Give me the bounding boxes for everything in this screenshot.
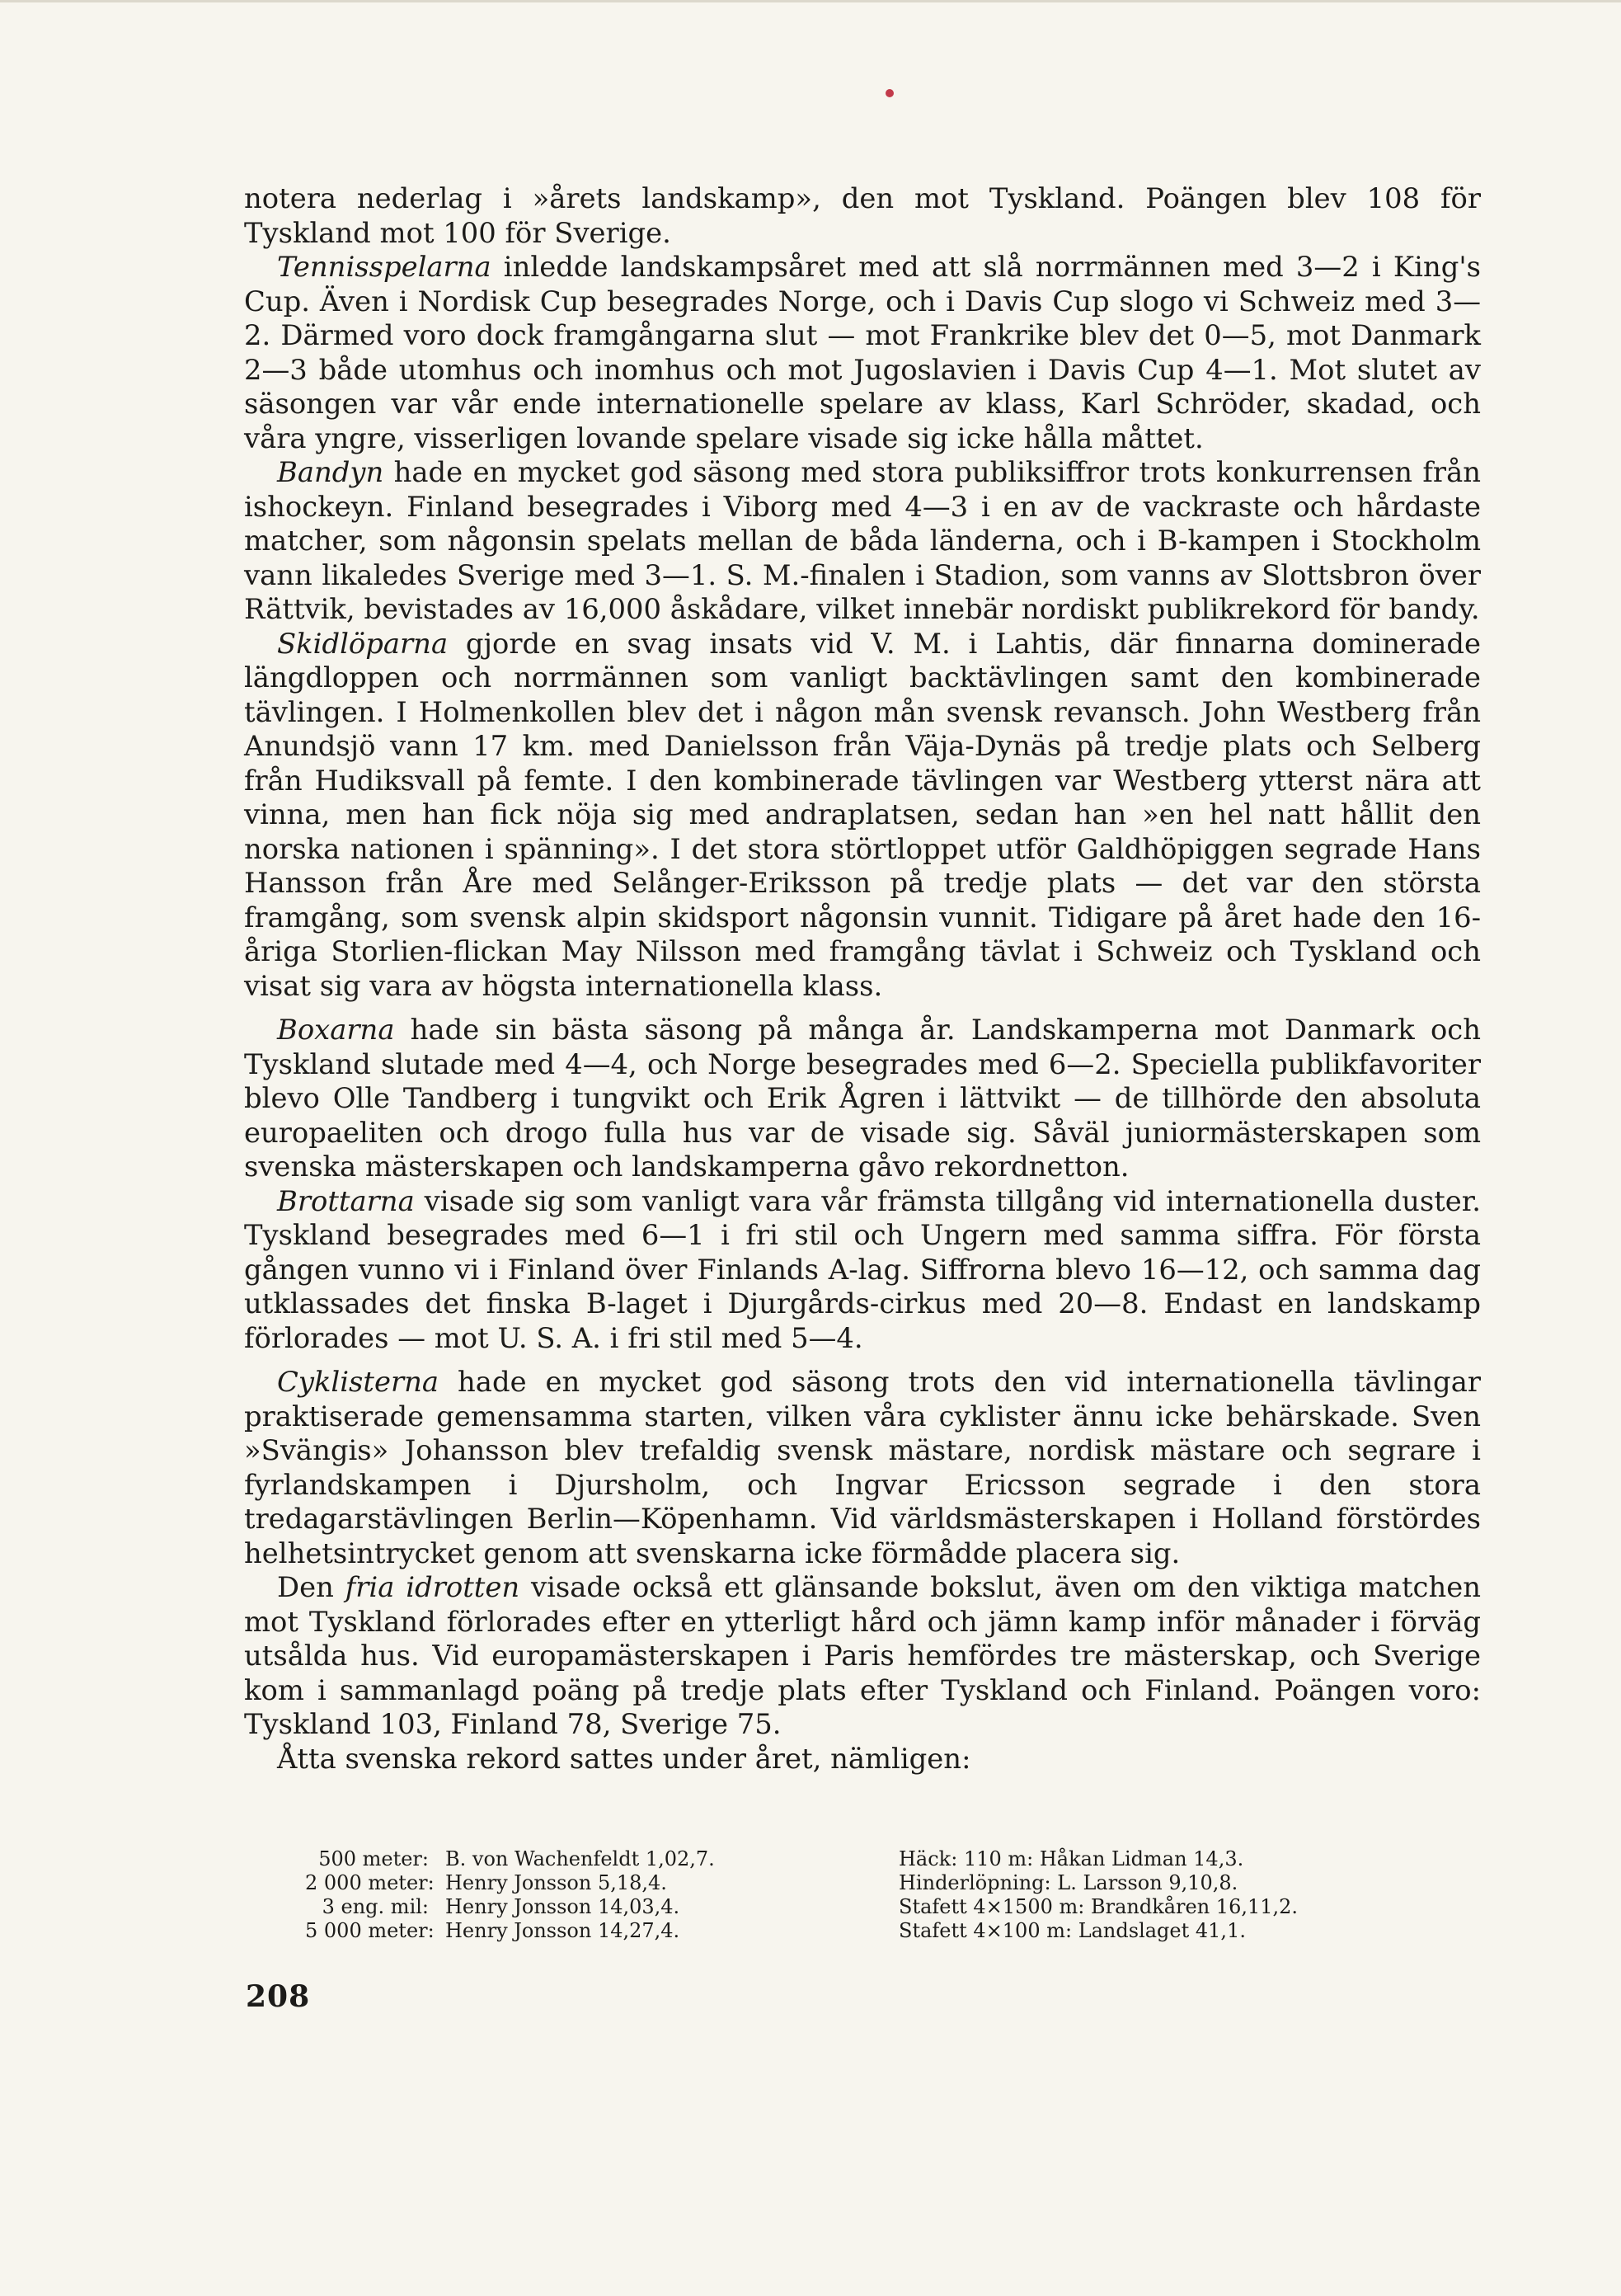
record-row: [305, 1871, 899, 1895]
topic-cycling: Cyklisterna: [277, 1366, 439, 1398]
record-holder: Henry Jonsson 5,18,4.: [445, 1871, 667, 1894]
paragraph-text: hade en mycket god säsong med stora publiksiffror trots konkurrensen från ishockeyn. Finland besegrades i Viborg med 4—3 i en av de vackraste och hårdaste matcher, som någonsin spelats mellan de båda länderna, och i B-kampen i Stockholm vann likaledes Sverige med 3—1. S. M.-finalen i Stadion, som vanns av Slottsbron över Rättvik, bevistades av 16,000 åskådare, vilket innebär nordiskt publikrekord för bandy.: [244, 456, 1481, 625]
records-left-column: [305, 1847, 899, 1943]
topic-ski: Skidlöparna: [277, 627, 449, 660]
record-event: Häck: 110 m: Håkan Lidman 14,3.: [899, 1847, 1244, 1870]
paragraph-text: inledde landskampsåret med att slå norrmännen med 3—2 i King's Cup. Även i Nordisk Cup besegrades Norge, och i Davis Cup slogo vi Schweiz med 3—2. Därmed voro dock framgångarna slut — mot Frankrike blev det 0—5, mot Danmark 2—3 både utomhus och inomhus och mot Jugoslavien i Davis Cup 4—1. Mot slutet av säsongen var vår ende internationelle spelare av klass, Karl Schröder, skadad, och våra yngre, visserligen lovande spelare visade sig icke hålla måttet.: [244, 251, 1481, 454]
ink-spot: [886, 89, 894, 97]
records-right-column: [899, 1847, 1426, 1943]
record-row: [305, 1919, 899, 1943]
paragraph-continuation: [244, 181, 1481, 250]
paragraph-records-intro: [244, 1742, 1481, 1776]
topic-athletics: fria idrotten: [345, 1571, 520, 1603]
record-holder: B. von Wachenfeldt 1,02,7.: [445, 1847, 715, 1870]
paragraph-text: hade sin bästa säsong på många år. Landskamperna mot Danmark och Tyskland slutade med 4—4, och Norge besegrades med 6—2. Speciella publikfavoriter blevo Olle Tandberg i tungvikt och Erik Ågren i lättvikt — de tillhörde den absoluta europaeliten och drogo fulla hus var de visade sig. Såväl juniormästerskapen som svenska mästerskapen och landskamperna gåvo rekordnetton.: [244, 1014, 1481, 1183]
body-text: [244, 181, 1481, 1776]
record-row: [305, 1847, 899, 1871]
record-distance: 2 000 meter:: [305, 1871, 435, 1894]
record-row: [305, 1895, 899, 1919]
topic-tennis: Tennisspelarna: [277, 251, 491, 283]
paragraph-text: visade sig som vanligt vara vår främsta tillgång vid internationella duster. Tyskland besegrades med 6—1 i fri stil och Ungern med samma siffra. För första gången vunno vi i Finland över Finlands A-lag. Siffrorna blevo 16—12, och samma dag utklassades det finska B-laget i Djurgårds-cirkus med 20—8. Endast en landskamp förlorades — mot U. S. A. i fri stil med 5—4.: [244, 1184, 1481, 1354]
paragraph-wrestling: [244, 1184, 1481, 1356]
record-event: Stafett 4×1500 m: Brandkåren 16,11,2.: [899, 1895, 1299, 1918]
records-table: [305, 1847, 1418, 1946]
record-holder: Henry Jonsson 14,27,4.: [445, 1919, 680, 1942]
topic-boxing: Boxarna: [277, 1014, 395, 1046]
record-event: Stafett 4×100 m: Landslaget 41,1.: [899, 1919, 1246, 1942]
paragraph-text: hade en mycket god säsong trots den vid internationella tävlingar praktiserade gemensamma starten, vilken våra cyklister ännu icke behärskade. Sven »Svängis» Johansson blev trefaldig svensk mästare, nordisk mästare och segrare i fyrlandskampen i Djursholm, och Ingvar Ericsson segrade i den stora tredagarstävlingen Berlin—Köpenhamn. Vid världsmästerskapen i Holland förstördes helhetsintrycket genom att svenskarna icke förmådde placera sig.: [244, 1366, 1481, 1569]
paragraph-text: visade också ett glänsande bokslut, även om den viktiga matchen mot Tyskland förlorades efter en ytterligt hård och jämn kamp inför månader i förväg utsålda hus. Vid europamästerskapen i Paris hemfördes tre mästerskap, och Sverige kom i sammanlagd poäng på tredje plats efter Tyskland och Finland. Poängen voro: Tyskland 103, Finland 78, Sverige 75.: [244, 1571, 1481, 1740]
paragraph-ski: [244, 627, 1481, 1004]
paragraph-cycling: [244, 1365, 1481, 1570]
record-distance: 3 eng. mil:: [322, 1895, 429, 1918]
paragraph-bandy: [244, 455, 1481, 627]
record-holder: Henry Jonsson 14,03,4.: [445, 1895, 680, 1918]
record-distance: 500 meter:: [318, 1847, 429, 1870]
paragraph-prefix: Den: [277, 1571, 345, 1603]
topic-wrestling: Brottarna: [277, 1184, 415, 1217]
paragraph-tennis: [244, 250, 1481, 455]
paragraph-text: Åtta svenska rekord sattes under året, nämligen:: [277, 1742, 971, 1775]
topic-bandy: Bandyn: [277, 456, 384, 488]
page-number: 208: [246, 1979, 311, 2014]
paragraph-text: gjorde en svag insats vid V. M. i Lahtis, där finnarna dominerade längdloppen och norrmännen som vanligt backtävlingen samt den kombinerade tävlingen. I Holmenkollen blev det i någon mån svensk revansch. John Westberg från Anundsjö vann 17 km. med Danielsson från Väja-Dynäs på tredje plats och Selberg från Hudiksvall på femte. I den kombinerade tävlingen var Westberg ytterst nära att vinna, men han fick nöja sig med andraplatsen, sedan han »en hel natt hållit den norska nationen i spänning». I det stora störtloppet utför Galdhöpiggen segrade Hans Hansson från Åre med Selånger-Eriksson på tredje plats — det var den största framgång, som svensk alpin skidsport någonsin vunnit. Tidigare på året hade den 16-åriga Storlien-flickan May Nilsson med framgång tävlat i Schweiz och Tyskland och visat sig vara av högsta internationella klass.: [244, 627, 1481, 1002]
paragraph-boxing: [244, 1013, 1481, 1184]
record-event: Hinderlöpning: L. Larsson 9,10,8.: [899, 1871, 1238, 1894]
paragraph-athletics: [244, 1570, 1481, 1742]
record-distance: 5 000 meter:: [305, 1919, 435, 1942]
paragraph-text: notera nederlag i »årets landskamp», den mot Tyskland. Poängen blev 108 för Tyskland mot 100 för Sverige.: [244, 182, 1481, 249]
